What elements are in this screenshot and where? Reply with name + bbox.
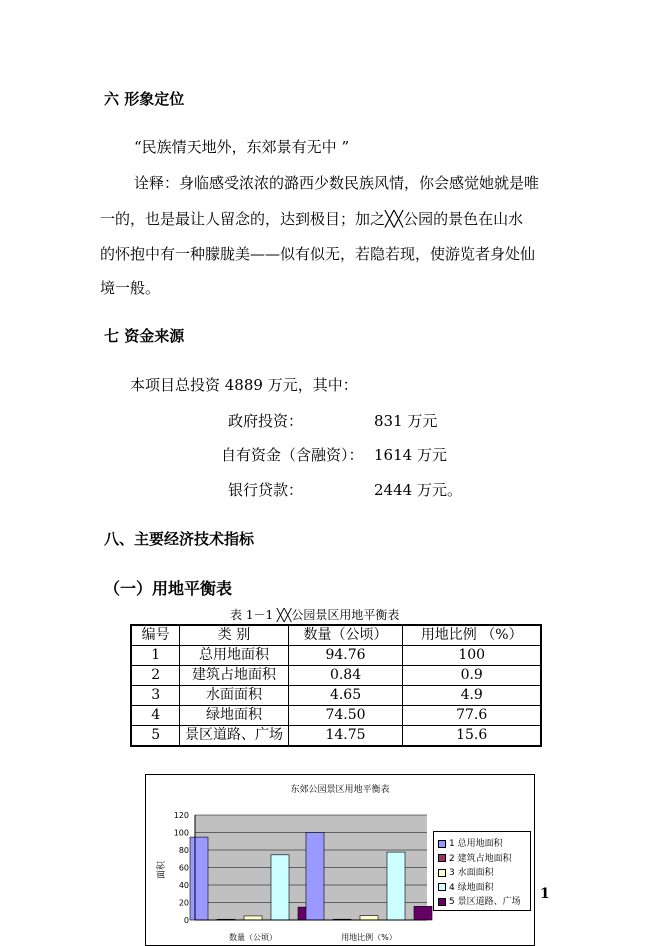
header-quantity: 数量（公顷） [288,625,403,646]
legend-item [438,880,494,892]
bar [190,837,208,920]
cell-id: 1 [131,646,180,666]
legend-label: 1 总用地面积 [449,839,503,849]
legend-item [438,836,503,848]
y-tick-label: 0 [183,916,189,925]
table-caption: 表 1－1 ╳╳公园景区用地平衡表 [230,608,400,622]
bar [414,906,432,920]
header-id: 编号 [131,625,180,646]
investment-intro: 本项目总投资 4889 万元，其中： [130,376,358,394]
cell-ratio: 4.9 [403,686,541,706]
cell-quantity: 4.65 [288,686,403,706]
cell-quantity: 94.76 [288,646,403,666]
bar [360,916,378,920]
cell-quantity: 14.75 [288,726,403,747]
chart-frame [145,774,535,946]
legend-label: 5 景区道路、广场 [449,897,521,907]
table-row [131,726,541,747]
cell-category: 景区道路、广场 [180,726,288,747]
cell-ratio: 100 [403,646,541,666]
bar [244,916,262,920]
paragraph-line-4: 境一般。 [100,279,161,297]
cell-ratio: 15.6 [403,726,541,747]
cell-category: 水面面积 [180,686,288,706]
cell-id: 5 [131,726,180,747]
x-category-label: 数量（公顷） [229,933,277,942]
cell-category: 绿地面积 [180,706,288,726]
legend-label: 2 建筑占地面积 [449,853,512,864]
fund-label-own: 自有资金（含融资）： [221,446,364,464]
table-row [131,686,541,706]
cell-id: 2 [131,666,180,686]
legend-swatch [438,869,446,877]
cell-category: 总用地面积 [180,646,288,666]
table-row [131,706,541,726]
land-balance-table [130,624,542,747]
y-tick-label: 100 [173,828,189,838]
paragraph-line-1: 诠释：身临感受浓浓的潞西少数民族风情，你会感觉她就是唯 [134,174,540,192]
legend-item [438,851,512,863]
fund-label-bank: 银行贷款： [228,481,304,499]
section-7-heading: 七 资金来源 [104,327,185,345]
cell-ratio: 77.6 [403,706,541,726]
fund-label-government: 政府投资： [228,412,304,430]
cell-quantity: 0.84 [288,666,403,686]
legend-label: 3 水面面积 [449,868,494,878]
legend-swatch [438,898,446,906]
cell-quantity: 74.50 [288,706,403,726]
bar [271,855,289,920]
y-tick-label: 60 [178,863,189,873]
y-tick-label: 80 [178,846,189,855]
y-tick-label: 20 [178,898,189,908]
chart-title: 东郊公园景区用地平衡表 [290,785,390,795]
bar [306,833,324,921]
header-category: 类 别 [180,625,288,646]
legend-item [438,865,494,877]
y-tick-label: 120 [173,811,189,820]
page-number: 1 [540,886,550,902]
legend-item [438,894,521,906]
table-row [131,666,541,686]
section-6-heading: 六 形象定位 [104,90,185,108]
y-tick-label: 40 [178,881,189,890]
header-ratio: 用地比例 （%） [403,625,541,646]
fund-value-bank: 2444 万元。 [374,481,462,499]
cell-id: 4 [131,706,180,726]
paragraph-line-3: 的怀抱中有一种朦胧美——似有似无，若隐若现，使游览者身处仙 [100,245,536,263]
bar [387,852,405,920]
chart-legend [433,831,531,911]
y-axis-label: 面积 [157,860,167,880]
legend-swatch [438,840,446,848]
section-8-heading: 八、主要经济技术指标 [104,530,255,548]
cell-ratio: 0.9 [403,666,541,686]
legend-label: 4 绿地面积 [449,882,494,893]
legend-swatch [438,854,446,862]
table-header-row [131,625,541,646]
subsection-heading: （一）用地平衡表 [104,579,233,598]
cell-category: 建筑占地面积 [180,666,288,686]
legend-swatch [438,883,446,891]
fund-value-own: 1614 万元 [374,446,447,464]
table-row [131,646,541,666]
cell-id: 3 [131,686,180,706]
fund-value-government: 831 万元 [374,412,438,430]
paragraph-line-2: 一的，也是最让人留念的，达到极目；加之╳╳公园的景色在山水 [100,210,524,228]
slogan-text: “民族情天地外，东郊景有无中 ” [134,138,350,156]
x-category-label: 用地比例（%） [341,933,397,942]
